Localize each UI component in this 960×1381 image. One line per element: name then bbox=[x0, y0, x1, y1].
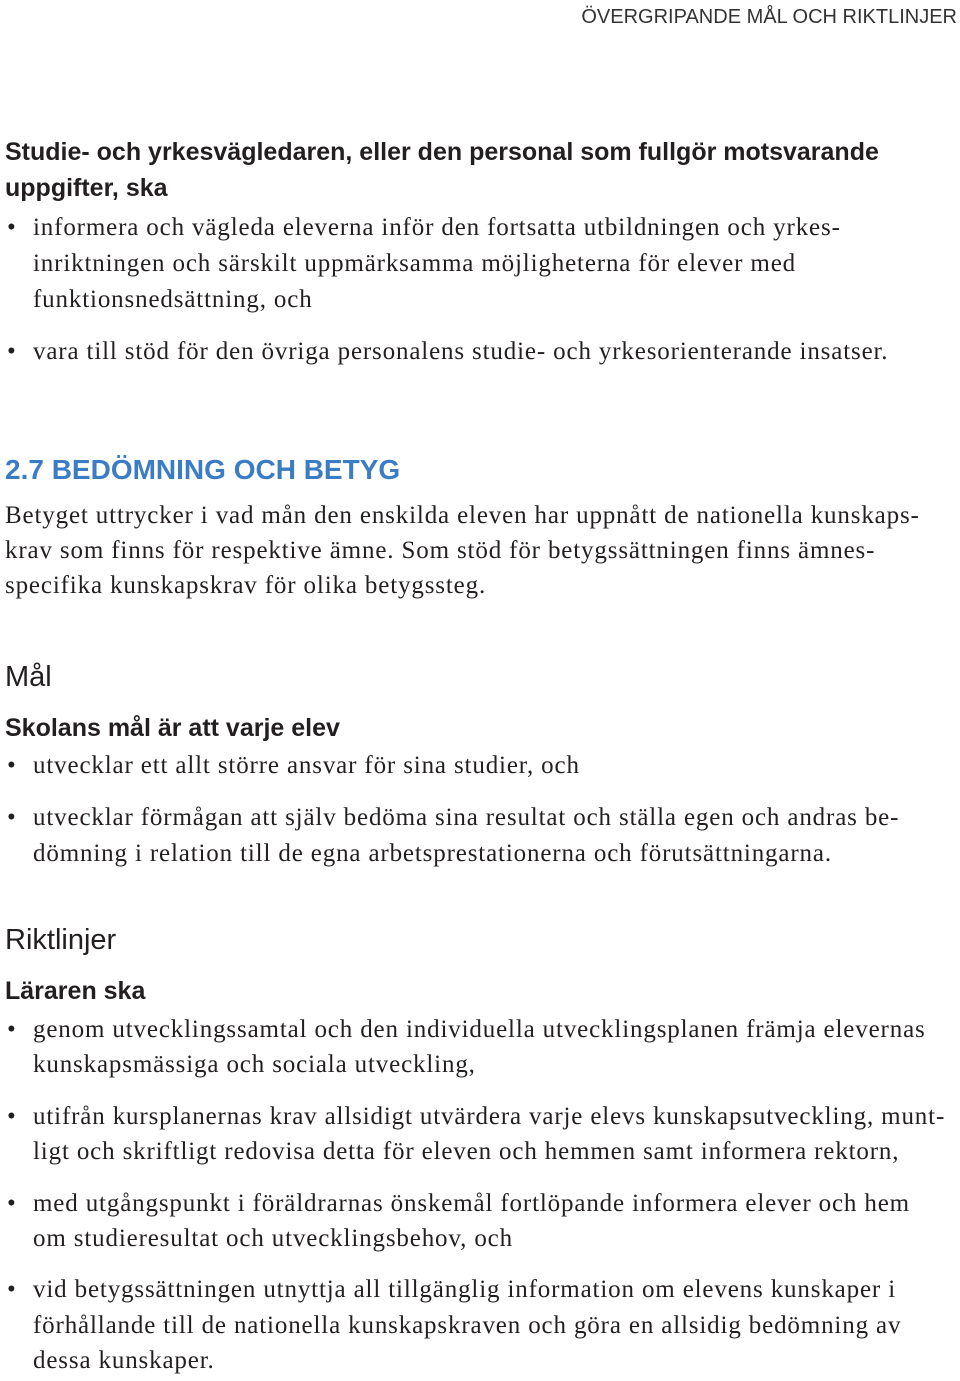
bullet-list bbox=[5, 210, 960, 370]
text-line: förhållande till de nationella kunskapskraven och göra en allsidig bedömning av bbox=[33, 1311, 902, 1339]
text-line: Studie- och yrkesvägledaren, eller den personal som fullgör motsvarande bbox=[5, 138, 879, 166]
text-line: • med utgångspunkt i föräldrarnas önskemål fortlöpande informera elever och hem bbox=[33, 1189, 910, 1217]
list-item bbox=[5, 1272, 960, 1378]
text-line: funktionsnedsättning, och bbox=[33, 286, 313, 313]
list-item bbox=[5, 1186, 960, 1257]
text-line: specifika kunskapskrav för olika betygssteg. bbox=[5, 572, 487, 599]
text-line: dessa kunskaper. bbox=[33, 1347, 215, 1375]
list-item bbox=[5, 800, 960, 872]
running-header: ÖVERGRIPANDE MÅL OCH RIKTLINJER bbox=[581, 6, 957, 28]
text-line: • utvecklar ett allt större ansvar för sina studier, och bbox=[33, 752, 580, 779]
text-line: uppgifter, ska bbox=[5, 174, 168, 202]
list-item bbox=[5, 1012, 960, 1083]
section-heading: 2.7 BEDÖMNING OCH BETYG bbox=[5, 454, 401, 485]
text-line: inriktningen och särskilt uppmärksamma möjligheterna för elever med bbox=[33, 250, 796, 277]
counselor-intro-heading bbox=[5, 134, 960, 206]
text-line: • utvecklar förmågan att själv bedöma sina resultat och ställa egen och andras be- bbox=[33, 804, 900, 831]
goals-heading: Mål bbox=[5, 661, 52, 693]
text-line: ligt och skriftligt redovisa detta för eleven och hemmen samt informera rektorn, bbox=[33, 1138, 900, 1166]
section-paragraph bbox=[5, 498, 960, 603]
text-line: krav som finns för respektive ämne. Som stöd för betygssättningen finns ämnes- bbox=[5, 537, 876, 564]
list-item bbox=[5, 334, 960, 370]
guidelines-intro: Läraren ska bbox=[5, 977, 146, 1005]
text-line: dömning i relation till de egna arbetsprestationerna och förutsättningarna. bbox=[33, 840, 832, 867]
goals-intro: Skolans mål är att varje elev bbox=[5, 714, 340, 742]
text-line: • informera och vägleda eleverna inför den fortsatta utbildningen och yrkes- bbox=[33, 214, 841, 241]
list-item bbox=[5, 748, 960, 784]
text-line: kunskapsmässiga och sociala utveckling, bbox=[33, 1051, 476, 1079]
text-line: om studieresultat och utvecklingsbehov, och bbox=[33, 1225, 513, 1253]
guidelines-heading: Riktlinjer bbox=[5, 924, 117, 956]
text-line: • utifrån kursplanernas krav allsidigt utvärdera varje elevs kunskapsutveckling, munt- bbox=[33, 1102, 946, 1130]
list-item bbox=[5, 210, 960, 318]
text-line: • genom utvecklingssamtal och den individuella utvecklingsplanen främja elevernas bbox=[33, 1016, 926, 1043]
text-line: Betyget uttrycker i vad mån den enskilda eleven har uppnått de nationella kunskaps- bbox=[5, 502, 920, 529]
bullet-list bbox=[5, 748, 960, 872]
text-line: • vid betygssättningen utnyttja all tillgänglig information om elevens kunskaper i bbox=[33, 1276, 896, 1304]
bullet-list bbox=[5, 1012, 960, 1379]
text-line: • vara till stöd för den övriga personalens studie- och yrkesorienterande insatser. bbox=[33, 338, 889, 365]
list-item bbox=[5, 1099, 960, 1170]
